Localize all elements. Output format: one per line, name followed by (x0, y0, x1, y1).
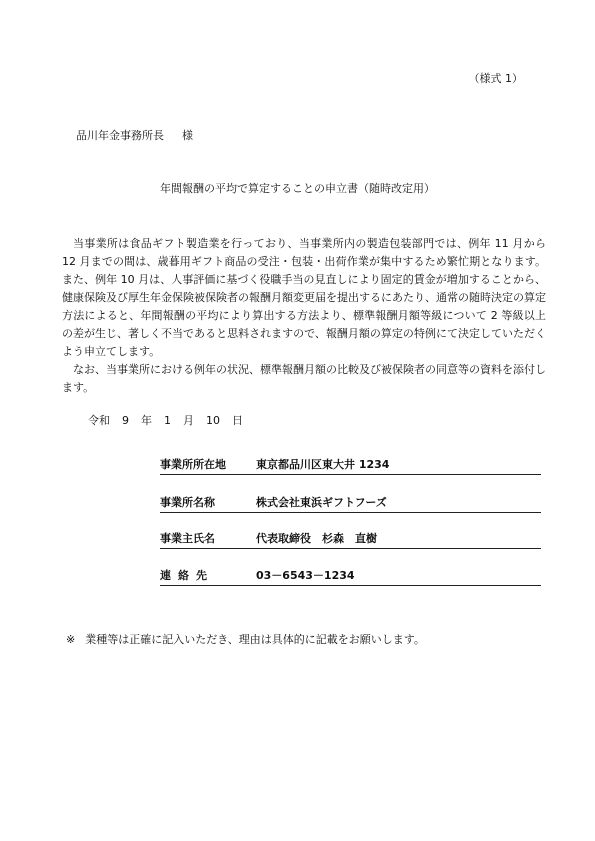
date-year: 9 (122, 414, 129, 427)
footnote (66, 631, 425, 647)
form-number: （様式 1） (468, 72, 523, 85)
statement-body (62, 235, 546, 397)
note-text: 業種等は正確に記入いただき、理由は具体的に記載をお願いします。 (85, 633, 425, 646)
date-year-unit: 年 (141, 414, 152, 427)
address-value: 東京都品川区東大井 1234 (256, 458, 390, 471)
contact-value: 03－6543－1234 (256, 569, 355, 582)
document-title: 年間報酬の平均で算定することの申立書（随時改定用） (160, 182, 435, 195)
address-field (160, 455, 541, 475)
addressee (76, 127, 193, 143)
contact-label: 連絡先 (160, 569, 214, 582)
statement-paragraph-2: なお、当事業所における例年の状況、標準報酬月額の比較及び被保険者の同意等の資料を添付します。 (62, 363, 546, 394)
addressee-honorific: 様 (182, 129, 193, 142)
business-name-field (160, 493, 541, 513)
addressee-office: 品川年金事務所長 (76, 129, 164, 142)
owner-name-label: 事業主氏名 (160, 532, 215, 545)
owner-name-field (160, 529, 541, 549)
note-mark: ※ (66, 633, 76, 646)
date-era: 令和 (88, 414, 110, 427)
address-label: 事業所所在地 (160, 458, 226, 471)
business-name-value: 株式会社東浜ギフトフーズ (256, 496, 387, 509)
date-day: 10 (206, 414, 220, 427)
contact-field (160, 566, 541, 586)
date-day-unit: 日 (232, 414, 243, 427)
date-month: 1 (164, 414, 171, 427)
owner-name-value: 代表取締役 杉森 直樹 (256, 532, 377, 545)
business-name-label: 事業所名称 (160, 496, 215, 509)
date-month-unit: 月 (183, 414, 194, 427)
filing-date (88, 412, 243, 428)
statement-paragraph-1: 当事業所は食品ギフト製造業を行っており、当事業所内の製造包装部門では、例年 11 月から 12 月までの間は、歳暮用ギフト商品の受注・包装・出荷作業が集中するため繁忙期となります。また、例年 10 月は、人事評価に基づく役職手当の見直しにより固定的賃金が増加することから、健康保険及び厚生年金保険被保険者の報酬月額変更届を提出するにあたり、通常の随時決定の算定方法によると、年間報酬の平均により算出する方法より、標準報酬月額等級について 2 等級以上の差が生じ、著しく不当であると思料されますので、報酬月額の算定の特例にて決定していただくよう申立てします。 (62, 237, 546, 358)
